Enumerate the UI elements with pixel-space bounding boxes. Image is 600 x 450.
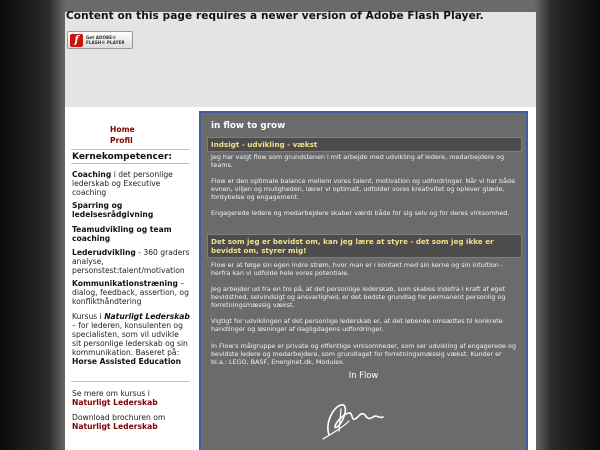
- main-content: [195, 107, 536, 450]
- sidebar: [65, 107, 195, 450]
- paragraph-3: Engagerede ledere og medarbejdere skaber værdi både for sig selv og for deres virksomhed.: [211, 209, 510, 217]
- more-about-course-label: Se mere om kursus i: [72, 389, 150, 398]
- kernekompetencer-heading: Kernekompetencer:: [72, 152, 173, 162]
- kern-divider: [71, 163, 189, 164]
- competence-kommunikation-title: Kommunikationstræning: [72, 279, 178, 288]
- flash-badge-text: [86, 35, 125, 45]
- subtitle-bar: Indsigt - udvikling - vækst: [207, 137, 522, 152]
- competence-team-title: Teamudvikling og team coaching: [72, 225, 172, 243]
- competence-coaching-title: Coaching: [72, 170, 112, 179]
- competence-leder: [72, 248, 190, 275]
- competence-kommunikation: [72, 279, 190, 306]
- competence-team: [72, 225, 190, 243]
- nav-divider: [71, 149, 189, 150]
- kursus-prefix: Kursus i: [72, 312, 105, 321]
- nav-links: [110, 124, 135, 146]
- paragraph-7: In Flow's målgruppe er private og offentlige virksomheder, som ser udvikling af engagerede og bevidste ledere og medarbejdere, som grundlaget for forretningsmæssig vækst. Kunder er bl.a.: LEGO, BASF, Energinet.dk, Modulex.: [211, 342, 517, 366]
- competence-sparring-title: Sparring og ledelsesrådgivning: [72, 201, 154, 219]
- competence-coaching: [72, 170, 190, 197]
- in-flow-label: In Flow: [348, 370, 379, 380]
- signature-image: [319, 393, 389, 443]
- paragraph-1: Jeg har valgt flow som grundstenen i mit arbejde med udvikling af ledere, medarbejdere og teams.: [211, 153, 505, 169]
- kursus-text: – for lederen, konsulenten og specialisten, som vil udvikle sit personlige lederskab og sin kommunikation. Baseret på:: [72, 321, 188, 357]
- flash-logo-icon: f: [70, 34, 83, 47]
- content-box: [199, 111, 528, 450]
- competence-sparring: [72, 201, 190, 219]
- competence-leder-text: - 360 graders analyse, personstest:talent/motivation: [72, 248, 190, 275]
- more-about-course-link[interactable]: Naturligt Lederskab: [72, 398, 158, 407]
- nav-profil-link[interactable]: Profil: [110, 136, 133, 145]
- flash-required-message: Content on this page requires a newer version of Adobe Flash Player.: [66, 10, 484, 22]
- paragraph-5: Jeg arbejder ud fra en tro på, at det personlige lederskab, som skabes indefra i kraft af øget bevidsthed, selvindsigt og ansvarlighed, er det bedste grundlag for permanent personlig og forretningsmæssig vækst.: [211, 285, 506, 309]
- competence-leder-title: Lederudvikling: [72, 248, 136, 257]
- paragraph-6: Vigtigt for udviklingen af det personlige lederskab er, at det løbende omsættes til konkrete handlinger og løsninger af dagligdagens udfordringer.: [211, 317, 503, 333]
- kursus-name: Naturligt Lederskab: [104, 312, 190, 321]
- download-brochure-link[interactable]: Naturligt Lederskab: [72, 422, 158, 431]
- page-title: in flow to grow: [211, 121, 286, 131]
- paragraph-2: Flow er den optimale balance mellem vores talent, motivation og udfordringer. Når vi har både evnen, viljen og muligheden, lærer vi optimalt, udfolder vores kreativitet og oplever glæde, fordybelse og engagement.: [211, 177, 516, 201]
- nav-home-link[interactable]: Home: [110, 125, 135, 134]
- kursus-divider: [71, 381, 189, 382]
- flash-badge-line2: FLASH® PLAYER: [86, 40, 125, 45]
- more-about-course: [72, 389, 192, 407]
- page-container: [65, 12, 536, 450]
- download-brochure-label: Download brochuren om: [72, 413, 166, 422]
- paragraph-4: Flow er at følge sin egen indre strøm, hvor man er i kontakt med sin kerne og sin intuition - herfra kan vi udfolde hele vores potentiale.: [211, 261, 504, 277]
- competence-kommunikation-text: – dialog, feedback, assertion, og konflikthåndtering: [72, 279, 189, 306]
- kursus-description: [72, 312, 190, 366]
- flash-badge-line1: Get ADOBE®: [86, 35, 117, 40]
- competence-coaching-text: i det personlige lederskab og Executive coaching: [72, 170, 173, 197]
- flash-placeholder: [65, 12, 536, 107]
- quote-bar: Det som jeg er bevidst om, kan jeg lære at styre - det som jeg ikke er bevidst om, styrer mig!: [207, 234, 522, 258]
- kursus-horse: Horse Assisted Education: [72, 357, 182, 366]
- download-brochure: [72, 413, 192, 431]
- get-flash-player-button[interactable]: [67, 31, 133, 49]
